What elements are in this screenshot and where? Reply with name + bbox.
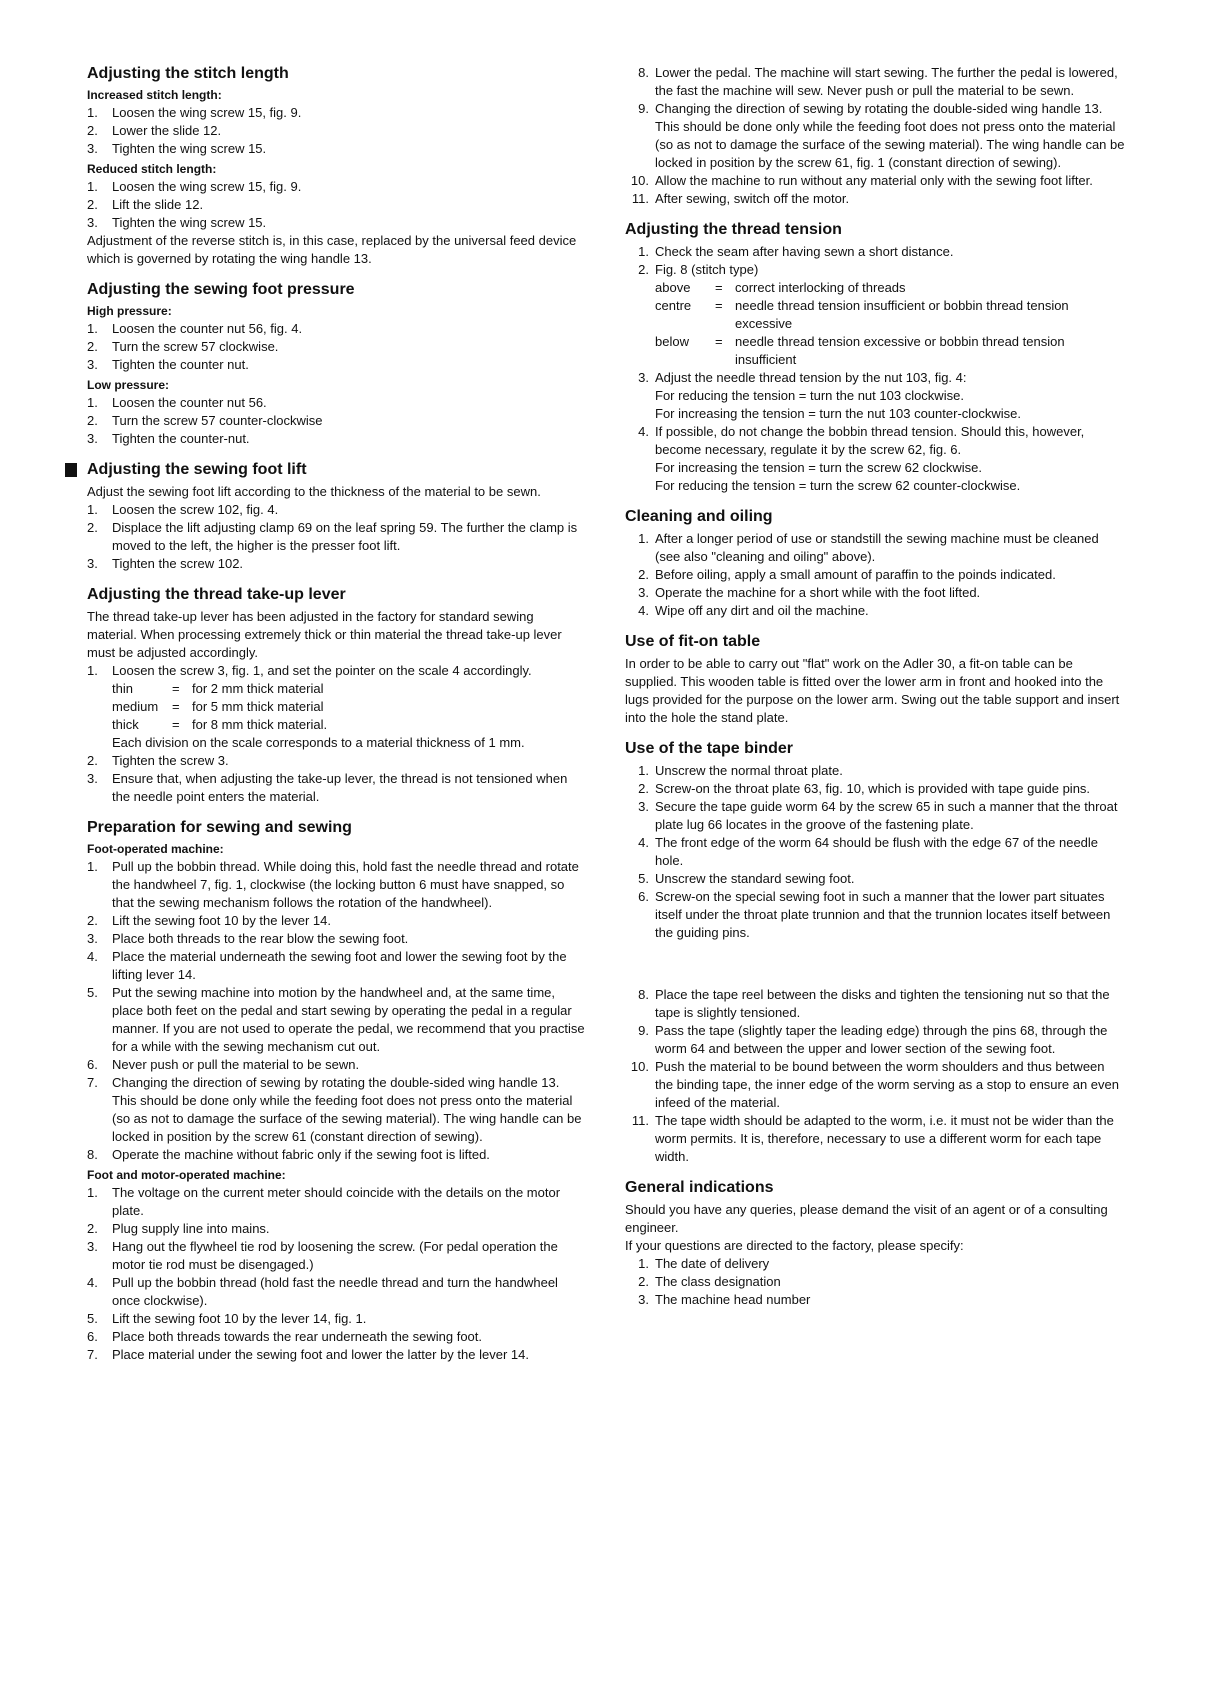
scale-row: medium = for 5 mm thick material (112, 699, 324, 714)
list-item: 1. Loosen the wing screw 15, fig. 9. (87, 105, 302, 120)
paragraph: For reducing the tension = turn the screw 62 counter-clockwise. (655, 478, 1021, 493)
section-foot-pressure (87, 280, 587, 448)
list-item: 8. Operate the machine without fabric only if the sewing foot is lifted. (87, 1147, 490, 1162)
paragraph: For increasing the tension = turn the nut 103 counter-clockwise. (655, 406, 1022, 421)
list-item: 4. The front edge of the worm 64 should be flush with the edge 67 of the needle hole. (638, 835, 1099, 868)
list-item: 3. Ensure that, when adjusting the take-up lever, the thread is not tensioned when the needle point enters the material. (87, 771, 568, 804)
section-heading: General indications (625, 1179, 774, 1196)
list-item: 11. The tape width should be adapted to the worm, i.e. it must not be wider than the worm permits. It is, therefore, necessary to use a different worm for each tape width. (631, 1113, 1114, 1164)
section-preparation-continued (625, 64, 1125, 208)
stitch-type-row: centre = needle thread tension insufficient or bobbin thread tension excessive (655, 298, 1069, 331)
list-item: 2. Lift the sewing foot 10 by the lever 14. (87, 913, 331, 928)
list-item: 1. The date of delivery (638, 1256, 770, 1271)
section-cleaning (625, 507, 1125, 620)
section-thread-tension (625, 220, 1125, 495)
list-item: 7. Place material under the sewing foot and lower the latter by the lever 14. (87, 1347, 529, 1362)
scale-row: thick = for 8 mm thick material. (112, 717, 328, 732)
subheading: Foot-operated machine: (87, 842, 224, 856)
list-item: 1. Loosen the screw 102, fig. 4. (87, 502, 279, 517)
list-item: 4. If possible, do not change the bobbin thread tension. Should this, however, become necessary, regulate it by the screw 62, fig. 6. (638, 424, 1085, 457)
list-item: 2. The class designation (638, 1274, 781, 1289)
section-heading: Use of the tape binder (625, 740, 794, 757)
list-item: 1. Loosen the counter nut 56, fig. 4. (87, 321, 303, 336)
list-item: 2. Displace the lift adjusting clamp 69 on the leaf spring 59. The further the clamp is moved to the left, the higher is the presser foot lift. (87, 520, 578, 553)
subheading: Increased stitch length: (87, 88, 222, 102)
right-column (625, 64, 1125, 1321)
section-preparation (87, 818, 587, 1364)
section-heading: Adjusting the thread take-up lever (87, 586, 346, 603)
blank-gap (625, 942, 1125, 986)
list-item: 1. Check the seam after having sewn a short distance. (638, 244, 954, 259)
list-item: 9. Pass the tape (slightly taper the leading edge) through the pins 68, through the worm 64 and between the upper and lower section of the sewing foot. (638, 1023, 1108, 1056)
section-fit-on-table (625, 632, 1125, 727)
section-heading: Adjusting the thread tension (625, 221, 842, 238)
list-item: 10. Push the material to be bound between the worm shoulders and thus between the binding tape, the inner edge of the worm serving as a stop to ensure an even infeed of the material. (630, 1059, 1119, 1110)
list-item: 3. Adjust the needle thread tension by the nut 103, fig. 4: (638, 370, 967, 385)
list-item: 3. The machine head number (638, 1292, 811, 1307)
section-takeup-lever (87, 585, 587, 806)
list-item: 3. Tighten the counter-nut. (87, 431, 250, 446)
list-item: 7. Changing the direction of sewing by rotating the double-sided wing handle 13. This should be done only while the feeding foot does not press onto the material (so as not to damage the surface of the sewing material). The wing handle can be locked in position by the screw 61 (constant direction of sewing). (87, 1075, 582, 1144)
scale-row: thin = for 2 mm thick material (112, 681, 324, 696)
paragraph: The thread take-up lever has been adjusted in the factory for standard sewing material. When processing extremely thick or thin material the thread take-up lever must be adjusted accordingly. (87, 609, 562, 660)
section-general (625, 1178, 1125, 1309)
stitch-type-row: above = correct interlocking of threads (655, 280, 906, 295)
list-item: 2. Tighten the screw 3. (87, 753, 229, 768)
section-heading: Adjusting the stitch length (87, 65, 289, 82)
subheading: Low pressure: (87, 378, 170, 392)
list-item: 3. Hang out the flywheel tie rod by loosening the screw. (For pedal operation the motor tie rod must be disengaged.) (87, 1239, 558, 1272)
list-item: 2. Lower the slide 12. (87, 123, 222, 138)
section-heading: Adjusting the sewing foot pressure (87, 281, 355, 298)
list-item: 2. Fig. 8 (stitch type) (638, 262, 759, 277)
subheading: Foot and motor-operated machine: (87, 1168, 286, 1182)
list-item: 10. Allow the machine to run without any material only with the sewing foot lifter. (630, 173, 1093, 188)
section-stitch-length (87, 64, 587, 268)
list-item: 3. Tighten the counter nut. (87, 357, 249, 372)
list-item: 1. Pull up the bobbin thread. While doing this, hold fast the needle thread and rotate the handwheel 7, fig. 1, clockwise (the locking button 6 must have snapped, so that the sewing mechanism follows the rotation of the handwheel). (87, 859, 579, 910)
stitch-type-row: below = needle thread tension excessive or bobbin thread tension insufficient (655, 334, 1065, 367)
section-heading: Adjusting the sewing foot lift (87, 460, 587, 480)
list-item: 3. Tighten the wing screw 15. (87, 215, 267, 230)
paragraph: Adjustment of the reverse stitch is, in this case, replaced by the universal feed device which is governed by rotating the wing handle 13. (87, 233, 577, 266)
list-item: 4. Place the material underneath the sewing foot and lower the sewing foot by the lifting lever 14. (87, 949, 567, 982)
section-foot-lift (87, 460, 587, 573)
paragraph: Each division on the scale corresponds to a material thickness of 1 mm. (112, 735, 525, 750)
section-heading: Preparation for sewing and sewing (87, 819, 352, 836)
list-item: 6. Screw-on the special sewing foot in such a manner that the lower part situates itself under the throat plate trunnion and that the trunnion locates itself between the guiding pins. (638, 889, 1111, 940)
list-item: 2. Lift the slide 12. (87, 197, 204, 212)
section-tape-binder (625, 739, 1125, 1166)
list-item: 1. Loosen the screw 3, fig. 1, and set the pointer on the scale 4 accordingly. (87, 663, 532, 678)
list-item: 9. Changing the direction of sewing by rotating the double-sided wing handle 13. This should be done only while the feeding foot does not press onto the material (so as not to damage the surface of the sewing material). The wing handle can be locked in position by the screw 61, fig. 1 (constant direction of sewing). (638, 101, 1125, 170)
list-item: 1. After a longer period of use or standstill the sewing machine must be cleaned (see also "cleaning and oiling" above). (638, 531, 1099, 564)
list-item: 6. Place both threads towards the rear underneath the sewing foot. (87, 1329, 483, 1344)
paragraph: Should you have any queries, please demand the visit of an agent or of a consulting engineer. (625, 1202, 1108, 1235)
list-item: 5. Lift the sewing foot 10 by the lever 14, fig. 1. (87, 1311, 367, 1326)
section-heading: Cleaning and oiling (625, 508, 773, 525)
list-item: 6. Never push or pull the material to be sewn. (87, 1057, 360, 1072)
list-item: 8. Lower the pedal. The machine will start sewing. The further the pedal is lowered, the fast the machine will sew. Never push or pull the material to be sewn. (638, 65, 1118, 98)
list-item: 5. Put the sewing machine into motion by the handwheel and, at the same time, place both feet on the pedal and start sewing by operating the pedal in a regular manner. If you are not used to operate the pedal, we recommend that you practise for a while with the sewing mechanism cut out. (87, 985, 585, 1054)
list-item: 3. Secure the tape guide worm 64 by the screw 65 in such a manner that the throat plate lug 66 locates in the groove of the fastening plate. (638, 799, 1118, 832)
list-item: 2. Turn the screw 57 counter-clockwise (87, 413, 323, 428)
list-item: 2. Before oiling, apply a small amount of paraffin to the poinds indicated. (638, 567, 1056, 582)
list-item: 3. Operate the machine for a short while with the foot lifted. (638, 585, 981, 600)
list-item: 3. Tighten the wing screw 15. (87, 141, 267, 156)
paragraph: Adjust the sewing foot lift according to the thickness of the material to be sewn. (87, 484, 541, 499)
list-item: 8. Place the tape reel between the disks and tighten the tensioning nut so that the tape is slightly tensioned. (638, 987, 1110, 1020)
list-item: 2. Plug supply line into mains. (87, 1221, 270, 1236)
left-column (87, 64, 587, 1376)
section-heading: Use of fit-on table (625, 633, 761, 650)
list-item: 2. Turn the screw 57 clockwise. (87, 339, 279, 354)
list-item: 4. Pull up the bobbin thread (hold fast the needle thread and turn the handwheel once clockwise). (87, 1275, 558, 1308)
list-item: 4. Wipe off any dirt and oil the machine. (638, 603, 869, 618)
list-item: 1. Loosen the wing screw 15, fig. 9. (87, 179, 302, 194)
list-item: 1. Unscrew the normal throat plate. (638, 763, 843, 778)
list-item: 1. The voltage on the current meter should coincide with the details on the motor plate. (87, 1185, 561, 1218)
list-item: 3. Place both threads to the rear blow the sewing foot. (87, 931, 409, 946)
paragraph: For increasing the tension = turn the screw 62 clockwise. (655, 460, 982, 475)
paragraph: If your questions are directed to the factory, please specify: (625, 1238, 964, 1253)
list-item: 2. Screw-on the throat plate 63, fig. 10, which is provided with tape guide pins. (638, 781, 1091, 796)
list-item: 5. Unscrew the standard sewing foot. (638, 871, 855, 886)
subheading: High pressure: (87, 304, 172, 318)
list-item: 11. After sewing, switch off the motor. (631, 191, 850, 206)
paragraph: In order to be able to carry out "flat" work on the Adler 30, a fit-on table can be supplied. This wooden table is fitted over the lower arm in front and hooked into the lugs provided for the purpose on the lower arm. Swing out the table support and insert into the hole the stand plate. (625, 656, 1120, 725)
list-item: 3. Tighten the screw 102. (87, 556, 244, 571)
subheading: Reduced stitch length: (87, 162, 217, 176)
paragraph: For reducing the tension = turn the nut 103 clockwise. (655, 388, 964, 403)
list-item: 1. Loosen the counter nut 56. (87, 395, 267, 410)
